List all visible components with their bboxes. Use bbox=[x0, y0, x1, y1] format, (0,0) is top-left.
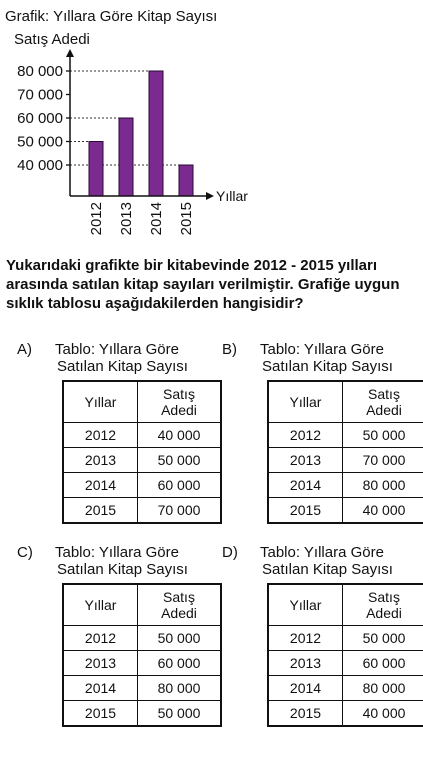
sales-cell: 60 000 bbox=[343, 651, 423, 676]
table-row bbox=[268, 448, 423, 473]
sales-cell: 50 000 bbox=[343, 423, 423, 448]
x-tick-label: 2012 bbox=[88, 202, 105, 236]
header-line: Satış bbox=[368, 589, 400, 605]
header-line: Satış bbox=[163, 386, 195, 402]
table-title-line: Satılan Kitap Sayısı bbox=[57, 358, 188, 375]
table-title-line: Tablo: Yıllara Göre bbox=[55, 341, 179, 358]
bar-2015 bbox=[179, 165, 193, 196]
table-row bbox=[268, 676, 423, 701]
column-header-sales bbox=[343, 381, 423, 423]
year-cell: 2013 bbox=[63, 651, 138, 676]
sales-cell: 80 000 bbox=[343, 676, 423, 701]
x-tick-label: 2014 bbox=[148, 202, 165, 236]
option-letter: A) bbox=[17, 341, 32, 358]
x-tick-label: 2013 bbox=[118, 202, 135, 236]
column-header-sales bbox=[138, 584, 222, 626]
table-header-row bbox=[268, 381, 423, 423]
sales-cell: 70 000 bbox=[343, 448, 423, 473]
chart-title: Grafik: Yıllara Göre Kitap Sayısı bbox=[5, 8, 218, 25]
year-cell: 2013 bbox=[268, 651, 343, 676]
header-line: Adedi bbox=[366, 605, 402, 621]
sales-cell: 50 000 bbox=[138, 448, 222, 473]
year-cell: 2015 bbox=[268, 701, 343, 727]
table-header-row bbox=[63, 381, 221, 423]
x-axis-label: Yıllar bbox=[216, 188, 248, 204]
option-letter: B) bbox=[222, 341, 237, 358]
year-cell: 2012 bbox=[63, 423, 138, 448]
year-cell: 2015 bbox=[63, 701, 138, 727]
table-title-line: Tablo: Yıllara Göre bbox=[55, 544, 179, 561]
y-tick-label: 60 000 bbox=[17, 110, 63, 127]
year-cell: 2014 bbox=[268, 473, 343, 498]
y-tick-label: 80 000 bbox=[17, 63, 63, 80]
frequency-table bbox=[267, 583, 423, 727]
table-row bbox=[63, 423, 221, 448]
sales-cell: 80 000 bbox=[343, 473, 423, 498]
question-text: Yukarıdaki grafikte bir kitabevinde 2012 - 2015 yılları arasında satılan kitap sayıları verilmiştir. Grafiğe uygun sıklık tablosu aşağıdakilerden hangisidir? bbox=[6, 257, 400, 312]
sales-cell: 40 000 bbox=[343, 498, 423, 524]
table-title-line: Satılan Kitap Sayısı bbox=[262, 561, 393, 578]
y-axis-label: Satış Adedi bbox=[14, 31, 90, 48]
year-cell: 2012 bbox=[268, 626, 343, 651]
table-title bbox=[55, 341, 188, 375]
table-row bbox=[63, 701, 221, 727]
table-title-line: Tablo: Yıllara Göre bbox=[260, 341, 384, 358]
table-row bbox=[63, 498, 221, 524]
bar-2013 bbox=[119, 118, 133, 196]
sales-cell: 70 000 bbox=[138, 498, 222, 524]
column-header-sales bbox=[343, 584, 423, 626]
bars bbox=[89, 71, 193, 196]
table-title-line: Tablo: Yıllara Göre bbox=[260, 544, 384, 561]
table-row bbox=[63, 473, 221, 498]
column-header-years: Yıllar bbox=[268, 381, 343, 423]
frequency-table bbox=[267, 380, 423, 524]
bar-chart bbox=[0, 28, 260, 243]
option-letter: D) bbox=[222, 544, 238, 561]
year-cell: 2014 bbox=[63, 473, 138, 498]
header-line: Adedi bbox=[161, 605, 197, 621]
header-line: Satış bbox=[163, 589, 195, 605]
table-row bbox=[63, 676, 221, 701]
x-ticks bbox=[88, 202, 195, 235]
table-row bbox=[268, 423, 423, 448]
table-row bbox=[63, 448, 221, 473]
sales-cell: 80 000 bbox=[138, 676, 222, 701]
bar-2012 bbox=[89, 142, 103, 197]
table-row bbox=[268, 498, 423, 524]
sales-cell: 40 000 bbox=[343, 701, 423, 727]
table-row bbox=[268, 626, 423, 651]
column-header-years: Yıllar bbox=[268, 584, 343, 626]
y-axis-arrow-icon bbox=[66, 49, 74, 57]
table-header-row bbox=[63, 584, 221, 626]
frequency-table bbox=[62, 380, 222, 524]
sales-cell: 50 000 bbox=[138, 626, 222, 651]
option-letter: C) bbox=[17, 544, 33, 561]
year-cell: 2014 bbox=[268, 676, 343, 701]
y-tick-label: 50 000 bbox=[17, 133, 63, 151]
sales-cell: 60 000 bbox=[138, 473, 222, 498]
table-title bbox=[55, 544, 188, 578]
column-header-years: Yıllar bbox=[63, 584, 138, 626]
year-cell: 2013 bbox=[268, 448, 343, 473]
table-row bbox=[63, 626, 221, 651]
table-title bbox=[260, 341, 393, 375]
year-cell: 2014 bbox=[63, 676, 138, 701]
table-title-line: Satılan Kitap Sayısı bbox=[262, 358, 393, 375]
sales-cell: 50 000 bbox=[138, 701, 222, 727]
x-axis-arrow-icon bbox=[206, 192, 214, 200]
sales-cell: 50 000 bbox=[343, 626, 423, 651]
y-tick-label: 40 000 bbox=[17, 157, 63, 174]
year-cell: 2012 bbox=[63, 626, 138, 651]
header-line: Satış bbox=[368, 386, 400, 402]
table-row bbox=[268, 473, 423, 498]
column-header-years: Yıllar bbox=[63, 381, 138, 423]
column-header-sales bbox=[138, 381, 222, 423]
year-cell: 2015 bbox=[268, 498, 343, 524]
year-cell: 2015 bbox=[63, 498, 138, 524]
header-line: Adedi bbox=[161, 402, 197, 418]
sales-cell: 60 000 bbox=[138, 651, 222, 676]
x-tick-label: 2015 bbox=[178, 202, 195, 236]
table-title bbox=[260, 544, 393, 578]
year-cell: 2012 bbox=[268, 423, 343, 448]
table-row bbox=[268, 701, 423, 727]
header-line: Adedi bbox=[366, 402, 402, 418]
y-tick-label: 70 000 bbox=[17, 86, 63, 104]
year-cell: 2013 bbox=[63, 448, 138, 473]
table-title-line: Satılan Kitap Sayısı bbox=[57, 561, 188, 578]
bar-2014 bbox=[149, 71, 163, 196]
sales-cell: 40 000 bbox=[138, 423, 222, 448]
y-ticks bbox=[17, 63, 70, 174]
frequency-table bbox=[62, 583, 222, 727]
table-row bbox=[63, 651, 221, 676]
table-header-row bbox=[268, 584, 423, 626]
table-row bbox=[268, 651, 423, 676]
